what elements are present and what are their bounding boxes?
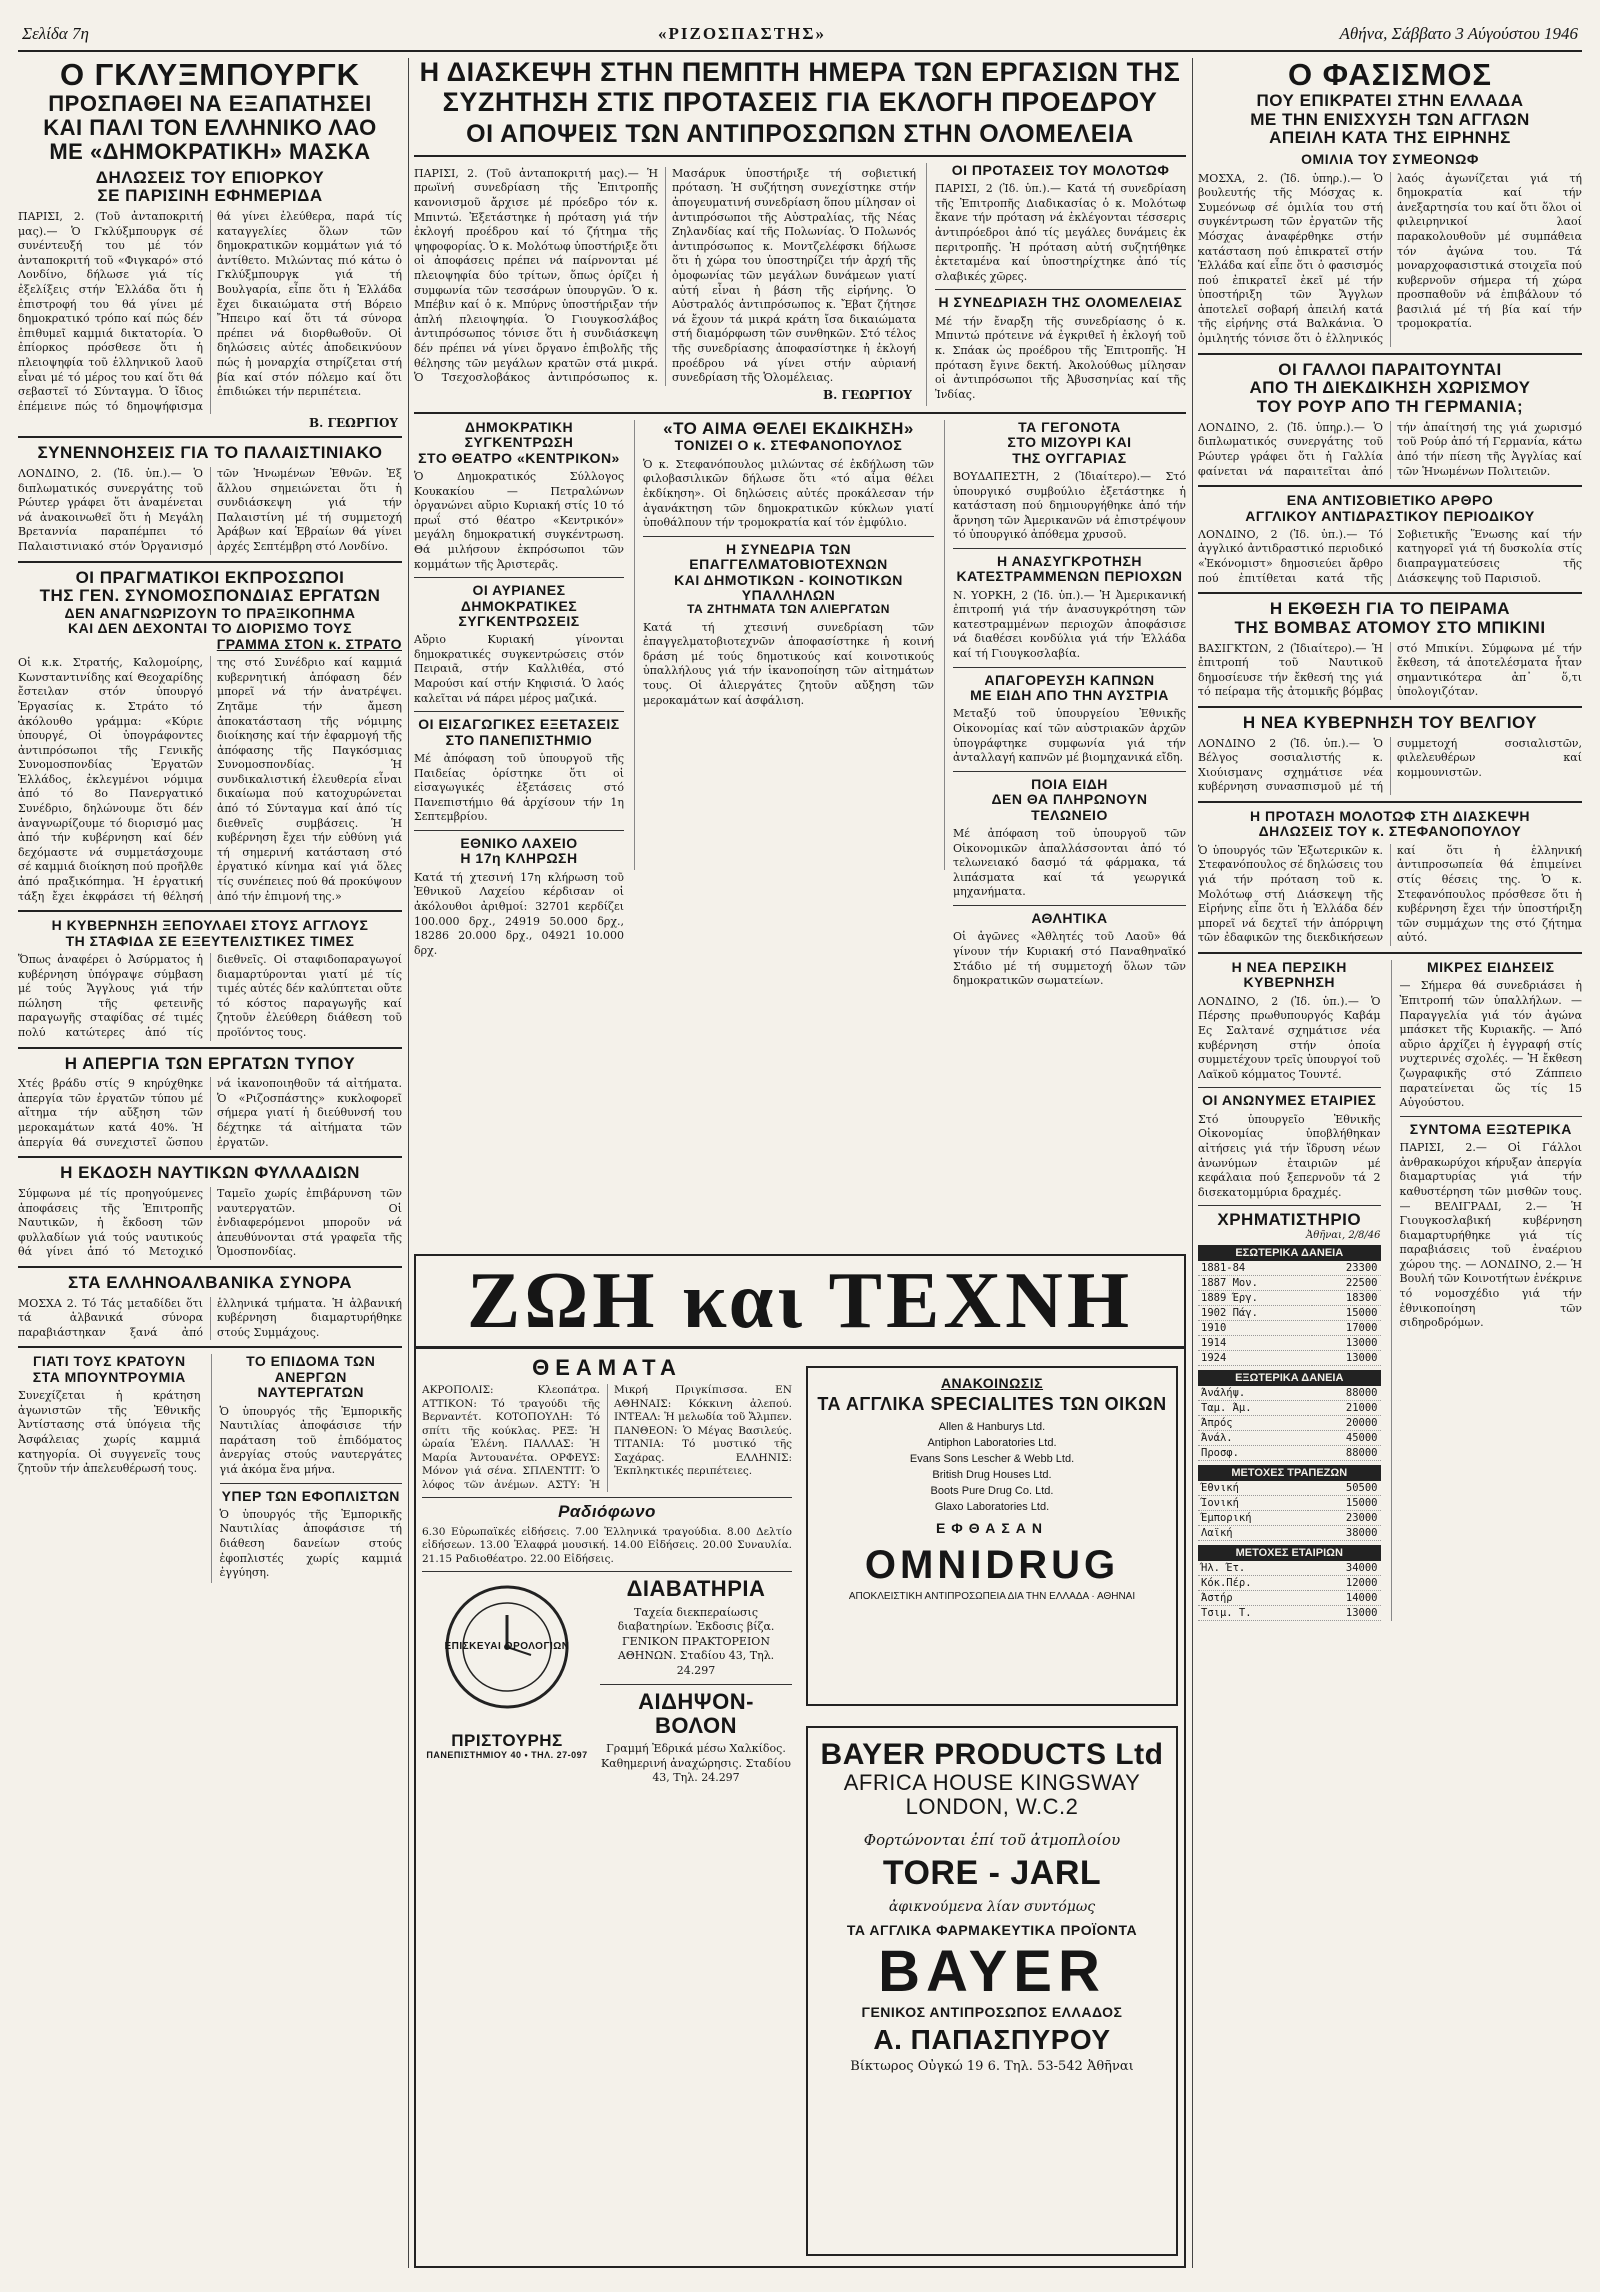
article [211,1354,403,1583]
article-body: Αὔριο Κυριακή γίνονται δημοκρατικές συγκεντρώσεις στόν Πειραιᾶ, στήν Καλλιθέα, στό Μαρούσι καί στήν Κηφισιά. Ὁ λαός καλεῖται νά πάρει μέρος μαζικά. [414,633,624,705]
headline: ΔΗΜΟΚΡΑΤΙΚΗ ΣΥΓΚΕΝΤΡΩΣΗ [464,418,574,451]
security-name: Κόκ.Πέρ. [1198,1576,1308,1591]
bayer-products: ΤΑ ΑΓΓΛΙΚΑ ΦΑΡΜΑΚΕΥΤΙΚΑ ΠΡΟΪΟΝΤΑ [846,1921,1138,1938]
banner-headline: Η ΔΙΑΣΚΕΨΗ ΣΤΗΝ ΠΕΜΠΤΗ ΗΜΕΡΑ ΤΩΝ ΕΡΓΑΣΙΩΝ ΤΗΣ [419,58,1181,87]
divider [1198,801,1582,803]
headline: Η ΕΚΘΕΣΗ ΓΙΑ ΤΟ ΠΕΙΡΑΜΑ [1269,599,1511,619]
security-name: Ήλ. Έτ. [1198,1561,1308,1576]
security-name: Τσιμ. Τ. [1198,1606,1308,1621]
article-body: ΠΑΡΙΣΙ, 2. (Τοῦ ἀνταποκριτή μας).— Ὁ Γκλύξμπουργκ σέ συνέντευξή του μέ τόν ἀνταποκριτή τοῦ «Φιγκαρό» στό Λονδίνο, δήλωσε γιά τίς ἐξελίξεις στήν Ἑλλάδα ὅτι ἡ ἐπιστροφή του θά γίνει μέ δημοκρατικό τρόπο καί πώς δέν ἐπιθυμεῖ καμμιά δικτατορία. Ὁ ἐπίορκος πρόσθεσε ὅτι ἡ πλειοψηφία τοῦ ἑλληνικοῦ λαοῦ εἶναι μέ τό μέρος του καί ὅτι θά σεβαστεῖ τό Σύνταγμα. Ὁ ἴδιος ἐπέμεινε πώς τό δημοψήφισμα θά γίνει ἐλεύθερα, παρά τίς καταγγελίες ὅλων τῶν δημοκρατικῶν κομμάτων γιά τό ἀντίθετο. Μιλώντας πιό κάτω ὁ Γκλύξμπουργκ γιά τή Βουλγαρία, εἶπε ὅτι ἡ Ἑλλάδα ἔχει δικαιώματα στή Βόρειο Ἤπειρο καί ὅτι τά σύνορα πρέπει νά διορθωθοῦν. Οἱ δηλώσεις αὐτές ἀποδεικνύουν πώς ἡ μοναρχία στηρίζεται στή βία καί στόν πόλεμο καί ὅτι ἐπιδιώκει τήν περιπέτεια. [18,210,402,413]
divider [1198,353,1582,355]
table-row [1198,1591,1381,1606]
headline-line: ΤΗ ΣΤΑΦΙΔΑ ΣΕ ΕΞΕΥΤΕΛΙΣΤΙΚΕΣ ΤΙΜΕΣ [65,932,355,949]
watch-address: ΠΑΝΕΠΙΣΤΗΜΙΟΥ 40 • ΤΗΛ. 27-097 [426,1750,588,1761]
article-body: Στό ὑπουργεῖο Ἐθνικῆς Οἰκονομίας ὑποβλήθηκαν αἰτήσεις γιά τήν ἵδρυση νέων ἀνωνύμων ἑταιριῶν μέ κεφάλαια πού ξεπερνοῦν τά 2 δισεκατομμύρια δραχμές. [1198,1112,1381,1199]
divider [953,548,1186,549]
radio-heading: Ραδιόφωνο [558,1502,656,1522]
divider [414,830,624,831]
table-row [1198,1496,1381,1511]
travel-ads [600,1577,792,1787]
headline: ΣΥΝΤΟΜΑ ΕΞΩΤΕΡΙΚΑ [1409,1120,1572,1137]
security-name: Άστήρ [1198,1591,1308,1606]
supplier-list [816,1419,1168,1515]
lead-block [414,163,1186,406]
security-price: 34000 [1308,1561,1381,1576]
middle-row [414,418,1186,988]
article-body: ΛΟΝΔΙΝΟ, 2. (Ἰδ. ὑπ.).— Ὁ διπλωματικός συνεργάτης τοῦ Ρώυτερ γράφει ὅτι ἀναμένεται νά ἀνακοινωθεῖ ὅτι ἡ Μεγάλη Βρεταννία παραπέμπει τό Παλαιστινιακό στόν Ὀργανισμό τῶν Ἡνωμένων Ἐθνῶν. Ἐξ ἄλλου σημειώνεται ὅτι ἡ συνδιάσκεψη γιά τήν Παλαιστίνη μέ τή συμμετοχή Ἀράβων καί Ἑβραίων θά γίνει ἀρχές Σεπτέμβρη στό Λονδίνο. [18,467,402,553]
headline-line: ΤΟΥ ΡΟΥΡ ΑΠΟ ΤΗ ΓΕΡΜΑΝΙΑ; [1256,397,1524,417]
security-name: Έθνική [1198,1481,1308,1496]
divider [935,289,1186,290]
supplier-item: Boots Pure Drug Co. Ltd. [930,1485,1054,1498]
headline: Η ΑΝΑΣΥΓΚΡΟΤΗΣΗ [997,552,1142,569]
divider [1400,1116,1583,1117]
bayer-address: AFRICA HOUSE KINGSWAY [843,1770,1141,1795]
omnidrug-logo: OMNIDRUG [864,1542,1120,1587]
table-row [1198,1511,1381,1526]
security-price: 23000 [1308,1511,1381,1526]
twin-articles [18,1354,402,1583]
divider [18,1156,402,1158]
passport-heading: ΔΙΑΒΑΤΗΡΙΑ [626,1576,766,1602]
article-body: Ὅπως ἀναφέρει ὁ Ἀσύρματος ἡ κυβέρνηση ὑπόγραψε σύμβαση μέ τούς Ἄγγλους γιά τήν πώληση τῆς φετεινῆς παραγωγῆς σταφίδας σέ τιμές πολύ κατώτερες ἀπό τίς διεθνεῖς. Οἱ σταφιδοπαραγωγοί διαμαρτύρονται γιατί μέ τίς τιμές αὐτές δέν καλύπτεται οὔτε τό κόστος παραγωγῆς καί ζητοῦν ἐλεύθερη διάθεση τοῦ προϊόντος τους. [18,953,402,1039]
subheadline: ΓΡΑΜΜΑ ΣΤΟΝ κ. ΣΤΡΑΤΟ [216,635,402,652]
divider [18,1047,402,1049]
headline-line: ΤΕΛΩΝΕΙΟ [1031,806,1108,823]
security-name: 1887 Μον. [1198,1276,1312,1291]
article-body: Μέ τήν ἔναρξη τῆς συνεδρίασης ὁ κ. Μπιντώ πρότεινε νά ἐγκριθεῖ ἡ ἐκλογή τοῦ κ. Σπάακ ὡς προέδρου τῆς Ἐπιτροπῆς. Ἡ πρόταση ἔγινε δεκτή. Ἀκολούθως μίλησαν οἱ ἀντιπρόσωποι τῆς Ἀβυσσηνίας καί τῆς Ἰνδίας. [935,314,1186,401]
headline: ΑΘΛΗΤΙΚΑ [1031,909,1108,926]
headline: ΓΙΑΤΙ ΤΟΥΣ ΚΡΑΤΟΥΝ [32,1353,186,1370]
divider [1198,1087,1381,1088]
omnidrug-ad [806,1366,1178,1706]
security-price: 23300 [1312,1261,1380,1276]
table-row [1198,1576,1381,1591]
column-rule [1192,58,1193,2268]
bayer-city: LONDON, W.C.2 [905,1794,1079,1820]
security-name: 1924 [1198,1351,1312,1366]
security-price: 20000 [1308,1416,1381,1431]
article-body: ΜΟΣΧΑ 2. Τό Τάς μεταδίδει ὅτι τά ἀλβανικά σύνορα παραβιάστηκαν ξανά ἀπό ἑλληνικά τμήματα. Ἡ ἀλβανική κυβέρνηση διαμαρτυρήθηκε στούς Συμμάχους. [18,1296,402,1339]
headline: ΣΤΑ ΕΛΛΗΝΟΑΛΒΑΝΙΚΑ ΣΥΝΟΡΑ [67,1272,352,1292]
headline: Η ΑΠΕΡΓΙΑ ΤΩΝ ΕΡΓΑΤΩΝ ΤΥΠΟΥ [64,1053,356,1073]
divider [414,155,1186,157]
headline-line: ΔΗΛΩΣΕΙΣ ΤΟΥ κ. ΣΤΕΦΑΝΟΠΟΥΛΟΥ [1258,823,1522,840]
headline-line: ΠΟΥ ΕΠΙΚΡΑΤΕΙ ΣΤΗΝ ΕΛΛΑΔΑ [1256,91,1524,111]
headline-line: ΤΗΣ ΒΟΜΒΑΣ ΑΤΟΜΟΥ ΣΤΟ ΜΠΙΚΙΝΙ [1234,617,1546,637]
table-row [1198,1351,1381,1366]
sub-column [1391,960,1583,1621]
ferry-body: Γραμμή Ἐδρικά μέσω Χαλκίδος. Καθημερινή ἀναχώρησις. Σταδίου 43, Τηλ. 24.297 [600,1741,791,1785]
divider [18,436,402,438]
divider [18,561,402,563]
divider [18,1346,402,1348]
bayer-agent-name: Α. ΠΑΠΑΣΠΥΡΟΥ [873,2023,1111,2055]
divider [953,771,1186,772]
headline: ΥΠΕΡ ΤΩΝ ΕΦΟΠΛΙΣΤΩΝ [221,1487,400,1504]
byline: Β. ΓΕΩΡΓΙΟΥ [822,387,912,402]
headline-line: ΑΠΕΙΛΗ ΚΑΤΑ ΤΗΣ ΕΙΡΗΝΗΣ [1269,128,1511,148]
byline: Β. ΓΕΩΡΓΙΟΥ [308,416,398,431]
article-body: Οἱ κ.κ. Στρατής, Καλομοίρης, Κωνσταντινίδης καί Θεοχαρίδης ἔστειλαν στόν ὑπουργό Ἐργασίας κ. Στράτο τό ἀκόλουθο γράμμα: «Κύριε ὑπουργέ, Οἱ ὑπογράφοντες ἀντιπρόσωποι τῆς Γενικῆς Συνομοσπονδίας Ἐργατῶν Ἑλλάδος, ἐκλεγμένοι νόμιμα ἀπό τό 8ο Πανεργατικό Συνέδριο, δηλώνουμε ὅτι δέν ἀναγνωρίζουμε τό διορισμό μας ἀπό τήν κυβέρνηση καί δέν δεχόμαστε νά συμμετάσχουμε σέ καμμιά διοίκηση πού προῆλθε ἀπό πραξικόπημα. Ἡ ἐργατική τάξη ἔχει ἐκφράσει τή θέλησή της στό Συνέδριο καί καμμιά κυβερνητική ἀπόφαση δέν μπορεῖ νά τήν ἀνατρέψει. Ζητᾶμε τήν ἄμεση ἀποκατάσταση τῆς νόμιμης διοίκησης καί τήν ἐφαρμογή τῆς ἀπόφασης τῆς Παγκόσμιας Συνομοσπονδίας. Ἡ συνδικαλιστική ἐλευθερία εἶναι δικαίωμα πού κατοχυρώνεται ἀπό τό Σύνταγμα καί ἀπό τίς διεθνεῖς συμβάσεις. Ἡ κυβέρνηση ἔχει τήν εὐθύνη γιά τή σημερινή κατάσταση στό ἐργατικό κίνημα καί γιά ὅλες τίς συνέπειες πού θά προκύψουν ἀπό τήν ἐπιμονή της.» [18,656,402,903]
article-body: ΛΟΝΔΙΝΟ, 2. (Ἰδ. ὑπηρ.).— Ὁ διπλωματικός συνεργάτης τοῦ Ρώυτερ γράφει ὅτι ἡ Γαλλία φαίνεται νά παραιτεῖται ἀπό τήν ἀπαίτησή της γιά χωρισμό τοῦ Ρούρ ἀπό τή Γερμανία, κάτω ἀπό τήν πίεση τῆς Ἀγγλίας καί τῶν Ἡνωμένων Πολιτειῶν. [1198,420,1582,478]
divider [220,1483,403,1484]
article-body: ΜΟΣΧΑ, 2. (Ἰδ. ὑπηρ.).— Ὁ βουλευτής τῆς Μόσχας κ. Συμεόνωφ σέ ὁμιλία του στή συγκέντρωση τῶν ἐργατῶν τῆς Μόσχας ἀναφέρθηκε στήν κατάσταση πού ἐπικρατεῖ στήν Ἑλλάδα καί εἶπε ὅτι ὁ φασισμός πού ἐπικρατεῖ ἐκεῖ μέ τήν ὑποστήριξη τῶν Ἄγγλων ἀποτελεῖ σοβαρή ἀπειλή κατά τῆς εἰρήνης στά Βαλκάνια. Ὁ ὁμιλητής τόνισε ὅτι ὁ ἑλληνικός λαός ἀγωνίζεται γιά τή δημοκρατία καί τήν ἀνεξαρτησία του καί ὅτι ὅλοι οἱ φιλειρηνικοί λαοί παρακολουθοῦν μέ συμπάθεια τόν ἀγώνα του. Τά μοναρχοφασιστικά στοιχεῖα πού κυβερνοῦν σήμερα τή χώρα προσπαθοῦν νά ἐπιβάλουν τό βασιλιά μέ τή βία καί τήν τρομοκρατία. [1198,171,1582,346]
headline-line: ΚΑΙ ΔΕΝ ΔΕΧΟΝΤΑΙ ΤΟ ΔΙΟΡΙΣΜΟ ΤΟΥΣ [67,620,352,637]
table-row [1198,1431,1381,1446]
supplier-item: Antiphon Laboratories Ltd. [927,1437,1057,1450]
table-row [1198,1386,1381,1401]
issue-date: Αθήνα, Σάββατο 3 Αύγούστου 1946 [1339,24,1578,43]
security-name: Έμπορική [1198,1511,1308,1526]
security-price: 18300 [1312,1291,1380,1306]
security-price: 88000 [1308,1386,1381,1401]
bayer-arrival: ἀφικνούμενα λίαν συντόμως [888,1898,1096,1915]
section-masthead: ΖΩΗ και ΤΕΧΝΗ [416,1256,1184,1349]
market-table [1198,1386,1381,1461]
article-body: Ὁ κ. Στεφανόπουλος μιλώντας σέ ἐκδήλωση τῶν φιλοβασιλικῶν δήλωσε ὅτι «τό αἷμα θέλει ἐκδίκηση». Οἱ δηλώσεις αὐτές προκάλεσαν τήν ἀγανάκτηση τῶν δημοκρατικῶν κύκλων γιατί ὑποθάλπουν τήν τρομοκρατία καί τόν ἐμφύλιο. [643,457,934,530]
table-heading: ΜΕΤΟΧΕΣ ΤΡΑΠΕΖΩΝ [1198,1465,1381,1481]
security-name: 1881-84 [1198,1261,1312,1276]
supplier-item: Evans Sons Lescher & Webb Ltd. [909,1453,1075,1466]
article-body: Ὁ ὑπουργός τῆς Ἐμπορικῆς Ναυτιλίας ἀποφάσισε τή διάθεση δανείων στούς ἐφοπλιστές χωρίς καμμιά ἐγγύηση. [219,1507,402,1580]
security-price: 13000 [1308,1606,1381,1621]
security-name: Άπρός [1198,1416,1308,1431]
table-row [1198,1481,1381,1496]
security-name: 1910 [1198,1321,1312,1336]
headline-line: ΚΑΙ ΠΑΛΙ ΤΟΝ ΕΛΛΗΝΙΚΟ ΛΑΟ [43,115,377,141]
security-name: Προσφ. [1198,1446,1308,1461]
table-row [1198,1416,1381,1431]
column-rule [408,58,409,2268]
article-body: Κατά τή χτεσινή συνεδρίαση τῶν ἐπαγγελματοβιοτεχνῶν ἀποφασίστηκε ἡ κοινή δράση μέ τούς δημοτικούς καί κοινοτικούς ὑπαλλήλους γιά τήν ἱκανοποίηση τῶν αἰτημάτων τους. Οἱ ἁλιεργάτες ζητοῦν αὔξηση τῶν μεροκαμάτων καί ἀσφάλιση. [643,620,934,707]
article-body: — Σήμερα θά συνεδριάσει ἡ Ἐπιτροπή τῶν ὑπαλλήλων. — Παραγγελία γιά τόν ἀγώνα μπάσκετ τῆς Κυριακῆς. — Ἀπό αὔριο ἀρχίζει ἡ ἐγγραφή στίς νυχτερινές σχολές. — Ἡ ἔκθεση ζωγραφικῆς στό Ζάππειο παρατείνεται ὥς τίς 15 Αὐγούστου. [1399,979,1582,1110]
headline: ΤΑ ΓΕΓΟΝΟΤΑ [1018,418,1121,435]
banner-headline-line: ΣΥΖΗΤΗΣΗ ΣΤΙΣ ΠΡΟΤΑΣΕΙΣ ΓΙΑ ΕΚΛΟΓΗ ΠΡΟΕΔΡΟΥ [442,86,1158,117]
headline: Ο ΓΚΛΥΞΜΠΟΥΡΓΚ [59,58,361,92]
table-row [1198,1321,1381,1336]
divider [414,412,1186,414]
sub-column [1198,960,1381,1621]
divider [1198,1205,1381,1206]
divider [1198,592,1582,594]
headline: ΟΙ ΑΥΡΙΑΝΕΣ ΔΗΜΟΚΡΑΤΙΚΕΣ ΣΥΓΚΕΝΤΡΩΣΕΙΣ [458,582,580,629]
headline: Η ΝΕΑ ΠΕΡΣΙΚΗ ΚΥΒΕΡΝΗΣΗ [1231,959,1347,991]
culture-section [414,1254,1186,2268]
security-price: 21000 [1308,1401,1381,1416]
article-body: ΛΟΝΔΙΝΟ, 2 (Ἰδ. ὑπ.).— Τό ἀγγλικό ἀντιδραστικό περιοδικό «Ἐκόνομιστ» δημοσιεύει ἄρθρο πού ἐπιτίθεται κατά τῆς Σοβιετικῆς Ἕνωσης καί τήν κατηγορεῖ γιά τή δυσκολία στίς διαπραγματεύσεις τῆς Διάσκεψης τοῦ Παρισιοῦ. [1198,527,1582,585]
headline-line: ΜΕ ΤΗΝ ΕΝΙΣΧΥΣΗ ΤΩΝ ΑΓΓΛΩΝ [1250,109,1530,129]
bayer-logo: BAYER [878,1939,1106,2005]
headline-line: ΑΠΟ ΤΗ ΔΙΕΚΔΙΚΗΣΗ ΧΩΡΙΣΜΟΥ [1249,378,1531,398]
notice-subheading: ΤΑ ΑΓΓΛΙΚΑ SPECIALITES ΤΩΝ ΟΙΚΩΝ [817,1394,1167,1415]
headline-line: ΣΤΟ ΜΙΖΟΥΡΙ ΚΑΙ [1007,434,1132,451]
headline: Η ΕΚΔΟΣΗ ΝΑΥΤΙΚΩΝ ΦΥΛΛΑΔΙΩΝ [60,1163,360,1183]
headline: Η ΣΥΝΕΔΡΙΑ ΤΩΝ ΕΠΑΓΓΕΛΜΑΤΟΒΙΟΤΕΧΝΩΝ [689,540,888,573]
bayer-agent-label: ΓΕΝΙΚΟΣ ΑΝΤΙΠΡΟΣΩΠΟΣ ΕΛΛΑΔΟΣ [861,2004,1123,2021]
divider [422,1497,792,1498]
watch-brand: ΠΡΙΣΤΟΥΡΗΣ [451,1731,563,1751]
subheadline: ΟΙ ΠΡΟΤΑΣΕΙΣ ΤΟΥ ΜΟΛΟΤΩΦ [951,161,1170,178]
headline: Ο ΦΑΣΙΣΜΟΣ [1287,58,1493,92]
security-price: 22500 [1312,1276,1380,1291]
divider [414,711,624,712]
article-body: Χτές βράδυ στίς 9 κηρύχθηκε ἀπεργία τῶν ἐργατῶν τύπου μέ αἴτημα τήν αὔξηση τῶν μεροκαμάτων κατά 40%. Ἡ ἀπεργία θά συνεχιστεῖ ὥσπου νά ἱκανοποιηθοῦν τά αἰτήματα. Ὁ «Ριζοσπάστης» κυκλοφορεῖ σήμερα γιατί ἡ διεύθυνσή του δέχτηκε τά αἰτήματα τῶν ἐργατῶν. [18,1077,402,1149]
article-body: ΠΑΡΙΣΙ, 2.— Οἱ Γάλλοι ἀνθρακωρύχοι κήρυξαν ἀπεργία διαμαρτυρίας γιά τήν καθυστέρηση τῶν μισθῶν τους. — ΒΕΛΙΓΡΑΔΙ, 2.— Ἡ Γιουγκοσλαβική κυβέρνηση διαμαρτυρήθηκε γιά τίς παραβιάσεις τοῦ ἐναέριου χώρου της. — ΛΟΝΔΙΝΟ, 2.— Ἡ Βουλή τῶν Κοινοτήτων ἐνέκρινε τό νομοσχέδιο γιά τήν ἐθνικοποίηση τῶν σιδηροδρόμων. [1399,1141,1582,1330]
headline-line: ΣΤΟ ΘΕΑΤΡΟ «ΚΕΝΤΡΙΚΟΝ» [418,449,620,466]
subheadline: ΤΑ ΖΗΤΗΜΑΤΑ ΤΩΝ ΑΛΙΕΡΓΑΤΩΝ [687,602,890,617]
security-name: Άνάλήψ. [1198,1386,1308,1401]
headline-line: ΚΑΙ ΔΗΜΟΤΙΚΩΝ - ΚΟΙΝΟΤΙΚΩΝ ΥΠΑΛΛΗΛΩΝ [674,571,903,603]
mini-column [634,420,934,870]
column-center [414,58,1186,2268]
security-price: 45000 [1308,1431,1381,1446]
security-price: 13000 [1312,1336,1380,1351]
divider [1198,706,1582,708]
table-row [1198,1561,1381,1576]
divider [1198,485,1582,487]
supplier-item: Glaxo Laboratories Ltd. [934,1501,1050,1514]
divider [953,905,1186,906]
security-price: 88000 [1308,1446,1381,1461]
article-body: Ὁ ὑπουργός τῆς Ἐμπορικῆς Ναυτιλίας ἀποφάσισε τήν παράταση τοῦ ἐπιδόματος ἀνεργίας στούς ναυτεργάτες γιά ἀκόμα ἕνα μήνα. [219,1404,402,1476]
article-body: ΒΟΥΔΑΠΕΣΤΗ, 2 (Ἰδιαίτερο).— Στό ὑπουργικό συμβούλιο ἐξετάστηκε ἡ κατάσταση πού δημιουργήθηκε ἀπό τήν ἄρνηση τῶν Ἀμερικανῶν νά ἐπιστρέψουν τό ὑπουργικό ἀπόθεμα χρυσοῦ. [953,469,1186,542]
side-articles [926,163,1186,406]
headline: ΟΙ ΠΡΑΓΜΑΤΙΚΟΙ ΕΚΠΡΟΣΩΠΟΙ [75,567,345,587]
article-body: ΛΟΝΔΙΝΟ 2 (Ἰδ. ὑπ.).— Ὁ Βέλγος σοσιαλιστής κ. Χιούισμανς σχημάτισε νέα κυβέρνηση συνασπισμοῦ μέ τή συμμετοχή σοσιαλιστῶν, φιλελευθέρων καί κομμουνιστῶν. [1198,736,1582,794]
article-body: Συνεχίζεται ἡ κράτηση ἀγωνιστῶν τῆς Ἐθνικῆς Ἀντίστασης στά ὑπόγεια τῆς Ἀσφάλειας χωρίς καμμιά κατηγορία. Οἱ συγγενεῖς τους ζητοῦν τήν ἀπελευθέρωσή τους. [18,1389,201,1476]
security-price: 38000 [1308,1526,1381,1541]
bayer-ship-text: Φορτώνονται ἐπί τοῦ ἀτμοπλοίου [863,1831,1121,1850]
divider [1198,952,1582,954]
headline: ΕΝΑ ΑΝΤΙΣΟΒΙΕΤΙΚΟ ΑΡΘΡΟ [1286,492,1494,509]
market-table [1198,1261,1381,1366]
supplier-item: British Drug Houses Ltd. [932,1469,1052,1482]
headline: ΑΠΑΓΟΡΕΥΣΗ ΚΑΠΝΩΝ [984,671,1155,688]
article-body: ΒΑΣΙΓΚΤΩΝ, 2 (Ἰδιαίτερο).— Ἡ ἐπιτροπή τοῦ Ναυτικοῦ δημοσίευσε τήν ἔκθεσή της γιά τό πείραμα τῆς ἀτομικῆς βόμβας στό Μπικίνι. Σύμφωνα μέ τήν ἔκθεση, τά ἀποτελέσματα ἦταν σημαντικότερα ἀπ᾽ ὅ,τι ὑπολογιζόταν. [1198,641,1582,699]
lead-article [414,163,916,406]
column-left [18,58,402,2268]
security-name: Ταμ. Άμ. [1198,1401,1308,1416]
divider [953,667,1186,668]
headline: ΤΟ ΕΠΙΔΟΜΑ ΤΩΝ ΑΝΕΡΓΩΝ ΝΑΥΤΕΡΓΑΤΩΝ [246,1353,376,1401]
small-ads [422,1577,792,1787]
article-body: Μέ ἀπόφαση τοῦ ὑπουργοῦ τῆς Παιδείας ὁρίστηκε ὅτι οἱ εἰσαγωγικές ἐξετάσεις στό Πανεπιστήμιο θά ἀρχίσουν τήν 1η Σεπτεμβρίου. [414,752,624,824]
security-price: 12000 [1308,1576,1381,1591]
divider [18,1266,402,1268]
radio-listings: 6.30 Εὐρωπαϊκές εἰδήσεις. 7.00 Ἑλληνικά τραγούδια. 8.00 Δελτίο εἰδήσεων. 13.00 Ἐλαφρά μουσική. 14.00 Εἰδήσεις. 20.00 Συναυλία. 21.15 Ραδιοθέατρο. 22.00 Εἰδήσεις. [422,1525,792,1565]
headline: ΠΟΙΑ ΕΙΔΗ [1031,775,1108,792]
headline: ΟΙ ΑΝΩΝΥΜΕΣ ΕΤΑΙΡΙΕΣ [1202,1092,1377,1109]
headline-line: ΔΕΝ ΘΑ ΠΛΗΡΩΝΟΥΝ [991,791,1148,808]
passport-body: Ταχεία διεκπεραίωσις διαβατηρίων. Ἐκδοσις βίζα. ΓΕΝΙΚΟΝ ΠΡΑΚΤΟΡΕΙΟΝ ΑΘΗΝΩΝ. Σταδίου 43, Τηλ. 24.297 [617,1605,775,1677]
table-row [1198,1401,1381,1416]
market-date: Ἀθῆναι, 2/8/46 [1305,1230,1381,1241]
mini-column [414,418,624,957]
theatre-heading: ΘΕΑΜΑΤΑ [532,1356,682,1380]
paper-name: «ΡΙΖΟΣΠΑΣΤΗΣ» [658,24,826,43]
headline: ΕΘΝΙΚΟ ΛΑΧΕΙΟ [460,835,578,851]
article-body: Σύμφωνα μέ τίς προηγούμενες ἀποφάσεις τῆς Ἐπιτροπῆς Ναυτικῶν, ἡ ἔκδοση τῶν φυλλαδίων γιά τούς ναυτικούς θά γίνει ἀπό τό Μετοχικό Ταμεῖο χωρίς ἐπιβάρυνση τῶν ναυτεργατῶν. Οἱ ἐνδιαφερόμενοι μποροῦν νά ἀπευθύνονται στά γραφεῖα τῆς Ὁμοσπονδίας. [18,1186,402,1259]
table-heading: ΜΕΤΟΧΕΣ ΕΤΑΙΡΙΩΝ [1198,1545,1381,1561]
article [18,1354,201,1583]
article-body: ΛΟΝΔΙΝΟ, 2 (Ἰδ. ὑπ.).— Ὁ Πέρσης πρωθυπουργός Καβάμ Ες Σαλτανέ σχημάτισε νέα κυβέρνηση στήν ὁποία συμμετέχουν τρεῖς ὑπουργοί τοῦ Λαϊκοῦ κόμματος Τουντέ. [1198,994,1381,1081]
article-body: ΠΑΡΙΣΙ, 2. (Τοῦ ἀνταποκριτή μας).— Ἡ πρωϊνή συνεδρίαση τῆς Ἐπιτροπῆς κανονισμοῦ ἄρχισε μέ πρόεδρο τόν κ. Μπιντώ. Ἐξετάστηκε ἡ πρόταση γιά τήν ἐκλογή προέδρου καί τό ζήτημα τῆς ψηφοφορίας. Ὁ κ. Μολότωφ ὑποστήριξε ὅτι οἱ ἀποφάσεις πρέπει νά παίρνονται μέ πλειοψηφία δύο τρίτων, ὅπως ὁρίζει ἡ συμφωνία τῶν τεσσάρων ὑπουργῶν. Ὁ κ. Μπέβιν καί ὁ κ. Μπύρνς ὑποστήριξαν τήν ἁπλή πλειοψηφία. Ὁ Γιουγκοσλάβος ἀντιπρόσωπος τόνισε ὅτι ἡ συνδιάσκεψη δέν πρέπει νά γίνει ὄργανο ἐπιβολῆς τῆς θέλησης τῶν μεγάλων κρατῶν στά μικρά. Ὁ Τσεχοσλοβάκος ἀντιπρόσωπος κ. Μασάρυκ ὑποστήριξε τή σοβιετική πρόταση. Ἡ συζήτηση συνεχίστηκε στήν ἀπογευματινή συνεδρίαση ὅπου μίλησαν οἱ ἀντιπρόσωποι τῆς Αὐστραλίας, τῆς Νέας Ζηλανδίας καί τῆς Πολωνίας. Ὁ Πολωνός ἀντιπρόσωπος κ. Μοντζελέφσκι δήλωσε ὅτι ἡ χώρα του ὑποστηρίζει τήν ἀρχή τῆς ὁμοφωνίας τῶν μεγάλων δυνάμεων γιατί αὐτή εἶναι ἡ βάση τῆς εἰρήνης. Ὁ Αὐστραλός ἀντιπρόσωπος κ. Ἔβατ ζήτησε νά ἔχουν τά μικρά κράτη ἴσα δικαιώματα στή διαμόρφωση τῶν συνθηκῶν. Στό τέλος τῆς συνεδρίασης ἀποφασίστηκε ἡ ἐκλογή προέδρου νά γίνει στήν αὐριανή συνεδρίαση τῆς Ὁλομέλειας. [414,166,916,385]
headline: «ΤΟ ΑΙΜΑ ΘΕΛΕΙ ΕΚΔΙΚΗΣΗ» [663,418,914,438]
headline-line: ΔΕΝ ΑΝΑΓΝΩΡΙΖΟΥΝ ΤΟ ΠΡΑΞΙΚΟΠΗΜΑ [64,604,356,621]
headline-line: ΜΕ ΕΙΔΗ ΑΠΟ ΤΗΝ ΑΥΣΤΡΙΑ [970,687,1169,704]
bayer-ad [806,1726,1178,2256]
ferry-heading: ΑΙΔΗΨΟΝ-ΒΟΛΟΝ [638,1688,754,1738]
watch-icon [437,1577,577,1727]
watch-badge: ΕΠΙΣΚΕΥΑΙ ΩΡΟΛΟΓΙΩΝ [444,1641,570,1653]
table-heading: ΕΣΩΤΕΡΙΚΑ ΔΑΝΕΙΑ [1198,1245,1381,1261]
folio-bar [18,18,1582,52]
headline-line: ΤΗΣ ΓΕΝ. ΣΥΝΟΜΟΣΠΟΝΔΙΑΣ ΕΡΓΑΤΩΝ [39,586,381,606]
headline: Η ΠΡΟΤΑΣΗ ΜΟΛΟΤΩΦ ΣΤΗ ΔΙΑΣΚΕΨΗ [1249,808,1531,825]
security-price: 13000 [1312,1351,1380,1366]
listings-column [422,1356,792,2016]
mini-column [944,418,1186,988]
headline-line: ΠΡΟΣΠΑΘΕΙ ΝΑ ΕΞΑΠΑΤΗΣΕΙ [48,91,372,117]
arrived-label: ΕΦΘΑΣΑΝ [935,1520,1049,1537]
page-number: Σελίδα 7η [22,24,89,43]
headline-line: ΣΤΑ ΜΠΟΥΝΤΡΟΥΜΙΑ [32,1368,186,1385]
market-heading: ΧΡΗΜΑΤΙΣΤΗΡΙΟ [1217,1210,1362,1230]
divider [18,910,402,912]
security-price: 14000 [1308,1591,1381,1606]
headline: ΟΙ ΓΑΛΛΟΙ ΠΑΡΑΙΤΟΥΝΤΑΙ [1278,359,1502,379]
headline: ΟΙ ΕΙΣΑΓΩΓΙΚΕΣ ΕΞΕΤΑΣΕΙΣ ΣΤΟ ΠΑΝΕΠΙΣΤΗΜΙΟ [418,716,620,748]
article-body: ΠΑΡΙΣΙ, 2 (Ἰδ. ὑπ.).— Κατά τή συνεδρίαση τῆς Ἐπιτροπῆς Διαδικασίας ὁ κ. Μολότωφ ἔκανε τήν πρόταση νά ἐκλέγονται τέσσερις ἀντιπρόεδροι ἀπό τίς μεγάλες δυνάμεις ἐκ περιτροπῆς. Ἡ πρόταση αὐτή συζητήθηκε ἐκτεταμένα καί ὑποστηρίχτηκε ἀπό τίς σλαβικές χῶρες. [935,182,1186,283]
headline-line: ΤΟΝΙΖΕΙ Ο κ. ΣΤΕΦΑΝΟΠΟΥΛΟΣ [674,437,903,454]
article-body: Ὁ Δημοκρατικός Σύλλογος Κουκακίου — Πετραλώνων ὀργανώνει αὔριο Κυριακή στίς 10 τό πρωΐ στό θέατρο «Κεντρικόν» μεγάλη δημοκρατική συγκέντρωση. Θά μιλήσουν ἐκπρόσωποι τῶν κομμάτων τῆς Ἀριστερᾶς. [414,469,624,571]
security-name: Άνάλ. [1198,1431,1308,1446]
security-name: 1889 Έργ. [1198,1291,1312,1306]
article-body: Μεταξύ τοῦ ὑπουργείου Ἐθνικῆς Οἰκονομίας καί τῶν αὐστριακῶν ἀρχῶν ὑπογράφτηκε συμφωνία γιά τήν ἀνταλλαγή καπνῶν μέ βιομηχανικά εἴδη. [953,707,1186,765]
security-price: 15000 [1312,1306,1380,1321]
headline-line: ΑΓΓΛΙΚΟΥ ΑΝΤΙΔΡΑΣΤΙΚΟΥ ΠΕΡΙΟΔΙΚΟΥ [1245,507,1535,524]
market-table [1198,1481,1381,1541]
security-price: 50500 [1308,1481,1381,1496]
bayer-ship-name: TORE - JARL [882,1854,1102,1893]
market-table [1198,1561,1381,1621]
subheadline: ΔΗΛΩΣΕΙΣ ΤΟΥ ΕΠΙΟΡΚΟΥ [95,167,325,187]
notice-heading: ΑΝΑΚΟΙΝΩΣΙΣ [940,1375,1044,1391]
newspaper-page [18,18,1582,2280]
watch-repair-ad [422,1577,592,1761]
table-row [1198,1526,1381,1541]
bayer-agent-address: Βίκτωρος Οὐγκώ 19 6. Τηλ. 53-542 Ἀθῆναι [850,2059,1134,2075]
headline: Η ΚΥΒΕΡΝΗΣΗ ΞΕΠΟΥΛΑΕΙ ΣΤΟΥΣ ΑΓΓΛΟΥΣ [51,917,369,934]
supplier-item: Allen & Hanburys Ltd. [938,1421,1046,1434]
article-body: Μέ ἀπόφαση τοῦ ὑπουργοῦ τῶν Οἰκονομικῶν ἀπαλλάσσονται ἀπό τό τελωνειακό δασμό τά φάρμακα, τά λιπάσματα καί τά γεωργικά μηχανήματα. [953,827,1186,899]
article-body: Ν. ΥΟΡΚΗ, 2 (Ἰδ. ὑπ.).— Ἡ Ἀμερικανική ἐπιτροπή γιά τήν ἀνασυγκρότηση τῶν κατεστραμμένων περιοχῶν ἀποφάσισε νά διαθέσει κονδύλια γιά τήν Ἑλλάδα καί τή Γιουγκοσλαβία. [953,588,1186,661]
headline: ΜΙΚΡΕΣ ΕΙΔΗΣΕΙΣ [1426,959,1555,976]
headline-line: ΚΑΤΕΣΤΡΑΜΜΕΝΩΝ ΠΕΡΙΟΧΩΝ [956,568,1183,585]
bayer-company: BAYER PRODUCTS Ltd [820,1738,1164,1771]
divider [414,577,624,578]
theatre-listings: ΑΚΡΟΠΟΛΙΣ: Κλεοπάτρα. ΑΤΤΙΚΟΝ: Τό τραγούδι τῆς Βερναντέτ. ΚΟΤΟΠΟΥΛΗ: Τό σπίτι τῆς κούκλας. ΡΕΞ: Ἡ ὡραία Ἑλένη. ΠΑΛΛΑΣ: Ἡ Μαρία Ἀντουανέτα. ΟΡΦΕΥΣ: Μόνον γιά σένα. ΣΠΛΕΝΤΙΤ: Ὁ λόφος τῶν ἀνέμων. ΑΣΤΥ: Ἡ Μικρή Πριγκίπισσα. ΕΝ ΑΘΗΝΑΙΣ: Κόκκινη ἀλεπού. ΙΝΤΕΑΛ: Ἡ μελωδία τοῦ Ἄλμπεν. ΠΑΝΘΕΟΝ: Ὁ Μέγας Βασιλεύς. ΤΙΤΑΝΙΑ: Τό μυστικό τῆς Σαχάρας. ΕΛΛΗΝΙΣ: Ἐκπληκτικές περιπέτειες. [422,1384,792,1491]
table-heading: ΕΞΩΤΕΡΙΚΑ ΔΑΝΕΙΑ [1198,1370,1381,1386]
security-name: Ίονική [1198,1496,1308,1511]
subheadline: ΟΜΙΛΙΑ ΤΟΥ ΣΥΜΕΟΝΩΦ [1301,151,1479,168]
table-row [1198,1276,1381,1291]
table-row [1198,1291,1381,1306]
security-price: 17000 [1312,1321,1380,1336]
article-body: Οἱ ἀγῶνες «Ἀθλητές τοῦ Λαοῦ» θά γίνουν τήν Κυριακή στό Παναθηναϊκό Στάδιο μέ τή συμμετοχή ὅλων τῶν δημοκρατικῶν σωματείων. [953,930,1186,988]
article-body: Κατά τή χτεσινή 17η κλήρωση τοῦ Ἐθνικοῦ Λαχείου κέρδισαν οἱ ἀκόλουθοι ἀριθμοί: 32701 κερδίζει 100.000 δρχ., 24919 50.000 δρχ., 18286 20.000 δρχ., 04921 10.000 δρχ. [414,870,624,957]
security-price: 15000 [1308,1496,1381,1511]
table-row [1198,1446,1381,1461]
headline-line: ΤΗΣ ΟΥΓΓΑΡΙΑΣ [1012,449,1127,466]
headline-line: Η 17η ΚΛΗΡΩΣΗ [460,850,578,867]
subheadline: Η ΣΥΝΕΔΡΙΑΣΗ ΤΗΣ ΟΛΟΜΕΛΕΙΑΣ [938,294,1183,311]
bottom-columns [1198,960,1582,1621]
omnidrug-footer: ΑΠΟΚΛΕΙΣΤΙΚΗ ΑΝΤΙΠΡΟΣΩΠΕΙΑ ΔΙΑ ΤΗΝ ΕΛΛΑΔΑ · ΑΘΗΝΑΙ [848,1590,1136,1602]
banner-subheadline: ΟΙ ΑΠΟΨΕΙΣ ΤΩΝ ΑΝΤΙΠΡΟΣΩΠΩΝ ΣΤΗΝ ΟΛΟΜΕΛΕΙΑ [466,120,1134,149]
security-name: Λαϊκή [1198,1526,1308,1541]
divider [643,536,934,537]
security-name: 1914 [1198,1336,1312,1351]
table-row [1198,1336,1381,1351]
table-row [1198,1261,1381,1276]
security-name: 1902 Πάγ. [1198,1306,1312,1321]
divider [422,1571,792,1572]
headline-line: ΜΕ «ΔΗΜΟΚΡΑΤΙΚΗ» ΜΑΣΚΑ [49,139,371,165]
column-right [1198,58,1582,2268]
table-row [1198,1306,1381,1321]
table-row [1198,1606,1381,1621]
article-body: Ὁ ὑπουργός τῶν Ἐξωτερικῶν κ. Στεφανόπουλος σέ δηλώσεις του γιά τήν πρόταση τοῦ κ. Μολότωφ στή Διάσκεψη τῆς Εἰρήνης εἶπε ὅτι ἡ Ἑλλάδα δέν μπορεῖ νά δεχτεῖ τήν ἀπόρριψη τῶν ἐδαφικῶν της διεκδικήσεων καί ὅτι ἡ ἑλληνική ἀντιπροσωπεία θά ἐπιμείνει στίς θέσεις της. Ὁ κ. Στεφανόπουλος πρόσθεσε ὅτι ἡ κυβέρνηση ἔχει τήν ὑποστήριξη τῶν συμμάχων της στό ζήτημα αὐτό. [1198,843,1582,945]
subheadline: ΣΕ ΠΑΡΙΣΙΝΗ ΕΦΗΜΕΡΙΔΑ [97,186,323,206]
headline: ΣΥΝΕΝΝΟΗΣΕΙΣ ΓΙΑ ΤΟ ΠΑΛΑΙΣΤΙΝΙΑΚΟ [37,443,383,463]
divider [600,1684,792,1685]
headline: Η ΝΕΑ ΚΥΒΕΡΝΗΣΗ ΤΟΥ ΒΕΛΓΙΟΥ [1242,713,1538,733]
